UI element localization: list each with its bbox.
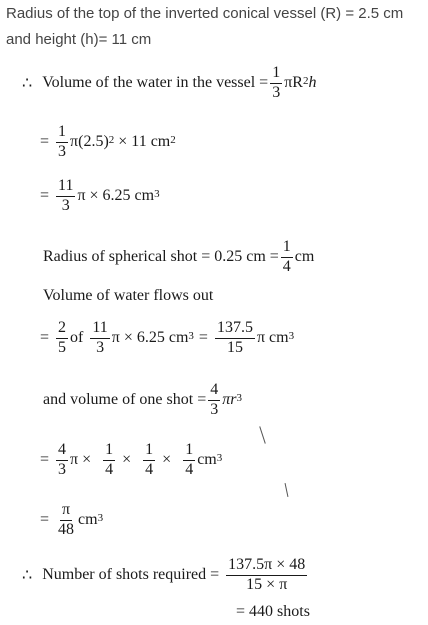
fraction-numerator: 11 [90, 320, 109, 339]
unit-exponent: 3 [216, 452, 223, 464]
simplified-volume-line [40, 174, 160, 218]
substitution-expr-rest: × 11 cm [114, 133, 171, 150]
fraction-two-fifths [56, 320, 68, 357]
fraction-pi-over-48 [56, 502, 76, 539]
exponent-3: 3 [236, 392, 242, 404]
fraction-denominator: 4 [105, 460, 114, 478]
of-word: of [70, 329, 84, 346]
fraction-denominator: 4 [185, 460, 194, 478]
volume-formula-line [22, 61, 316, 105]
fraction-one-third [56, 124, 68, 161]
fraction-four-thirds [56, 442, 68, 479]
fraction-denominator: 15 × π [246, 575, 288, 593]
fraction-denominator: 3 [58, 142, 67, 160]
substitution-line [40, 120, 176, 164]
one-shot-volume-line [43, 378, 242, 422]
given-radius-text: Radius of the top of the inverted conical vessel (R) = 2.5 cm [6, 5, 404, 22]
fraction-numerator: 1 [143, 442, 155, 461]
fraction-denominator: 4 [282, 257, 291, 275]
fraction-numerator: 2 [56, 320, 68, 339]
fraction-numerator: 1 [103, 442, 115, 461]
fraction-numerator: 4 [208, 382, 220, 401]
formula-exponent: 2 [302, 75, 309, 87]
simplified-expr: π × 6.25 cm [77, 187, 155, 204]
fraction-numerator: 137.5 [215, 320, 255, 339]
fraction-numerator: 1 [281, 239, 293, 258]
water-flows-out-label: Volume of water flows out [43, 287, 214, 304]
shot-radius-line [43, 235, 314, 279]
fraction-numerator: 137.5π × 48 [226, 557, 307, 576]
fraction-numerator: 11 [56, 178, 75, 197]
r-variable: r [230, 391, 237, 408]
unit-exponent: 2 [170, 134, 176, 146]
scan-mark [259, 426, 266, 443]
fraction-denominator: 3 [210, 400, 219, 418]
water-out-expr: π × 6.25 cm [111, 329, 189, 346]
substitution-expr: π(2.5) [70, 133, 109, 150]
equals-sign: = [198, 329, 208, 346]
fraction-137-5-over-15 [215, 320, 255, 357]
unit-exponent: 3 [154, 188, 160, 200]
shots-required-label: Number of shots required = [42, 566, 220, 583]
equals-sign: = [40, 329, 50, 346]
unit-cm: cm [197, 451, 217, 468]
formula-pi-r: πR [284, 74, 303, 91]
fraction-four-thirds [208, 382, 220, 419]
fraction-one-quarter [143, 442, 155, 479]
equals-sign: = [40, 511, 50, 528]
fraction-denominator: 3 [96, 338, 105, 356]
fraction-numerator: π [60, 502, 72, 521]
equals-sign: = [40, 451, 50, 468]
given-height-line [6, 31, 151, 48]
formula-h: h [308, 74, 317, 91]
times-sign: × [162, 451, 172, 468]
fraction-one-quarter [183, 442, 195, 479]
fraction-denominator: 3 [58, 460, 67, 478]
shots-required-line [22, 552, 309, 598]
unit-exponent: 3 [97, 512, 104, 524]
times-sign: × [122, 451, 132, 468]
fraction-eleven-thirds [56, 178, 75, 215]
fraction-shots-calc [226, 557, 307, 594]
fraction-denominator: 4 [145, 460, 154, 478]
therefore-symbol: ∴ [22, 567, 33, 584]
one-shot-label: and volume of one shot = [43, 391, 207, 408]
fraction-denominator: 5 [58, 338, 67, 356]
equals-sign: = [40, 187, 50, 204]
unit-exponent: 3 [188, 330, 194, 342]
final-answer-line [236, 603, 310, 621]
pi-times: π × [70, 451, 92, 468]
fraction-one-third [270, 65, 282, 102]
fraction-numerator: 1 [270, 65, 282, 84]
given-height-text: and height (h)= 11 cm [6, 31, 152, 48]
therefore-symbol: ∴ [22, 75, 33, 92]
unit-exponent: 3 [288, 330, 295, 342]
shot-volume-result-line [40, 498, 103, 542]
shot-radius-unit: cm [294, 248, 315, 265]
shot-radius-label: Radius of spherical shot = 0.25 cm = [43, 248, 279, 265]
given-radius-line [6, 5, 403, 22]
fraction-one-quarter [281, 239, 293, 276]
fraction-numerator: 4 [56, 442, 68, 461]
fraction-denominator: 3 [61, 196, 70, 214]
water-flows-out-line [43, 287, 213, 305]
exponent-2: 2 [108, 134, 115, 146]
equals-sign: = [40, 133, 50, 150]
fraction-one-quarter [103, 442, 115, 479]
fraction-numerator: 1 [56, 124, 68, 143]
fraction-numerator: 1 [183, 442, 195, 461]
water-out-volume-line [40, 315, 294, 361]
fraction-denominator: 48 [58, 520, 75, 538]
shot-volume-expanded-line [40, 438, 222, 482]
volume-label: Volume of the water in the vessel = [42, 74, 269, 91]
fraction-denominator: 15 [226, 338, 243, 356]
scan-mark [285, 483, 289, 497]
unit-cm: cm [78, 511, 98, 528]
fraction-eleven-thirds [90, 320, 109, 357]
final-answer: = 440 shots [236, 603, 310, 620]
water-out-result: π cm [256, 329, 289, 346]
fraction-denominator: 3 [272, 83, 281, 101]
pi-symbol: π [222, 391, 231, 408]
